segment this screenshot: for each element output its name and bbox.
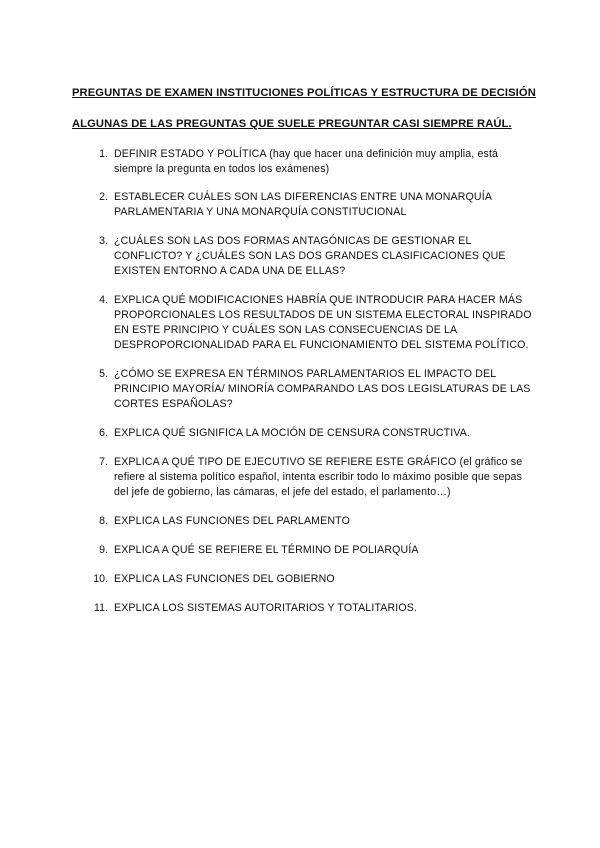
question-number: 1. — [99, 148, 108, 160]
question-number: 11. — [94, 602, 108, 614]
question-item-4 — [86, 293, 536, 353]
question-number: 9. — [99, 544, 108, 556]
question-item-10 — [86, 572, 536, 587]
question-text: EXPLICA LAS FUNCIONES DEL PARLAMENTO — [114, 515, 350, 527]
question-text: ¿CUÁLES SON LAS DOS FORMAS ANTAGÓNICAS DE GESTIONAR EL CONFLICTO? Y ¿CUÁLES SON LAS DOS GRANDES CLASIFICACIONES QUE EXISTEN ENTORNO A CADA UNA DE ELLAS? — [114, 235, 506, 277]
question-item-7 — [86, 455, 536, 500]
question-number: 6. — [99, 427, 108, 439]
question-text: EXPLICA LOS SISTEMAS AUTORITARIOS Y TOTALITARIOS. — [114, 602, 418, 614]
question-number: 7. — [99, 456, 108, 468]
question-item-1 — [86, 147, 536, 177]
question-item-11 — [86, 601, 536, 616]
question-item-5 — [86, 367, 536, 412]
question-text: EXPLICA A QUÉ TIPO DE EJECUTIVO SE REFIERE ESTE GRÁFICO (el gráfico se refiere al sistema político español, intenta escribir todo lo máximo posible que sepas del jefe de gobierno, las cámaras, el jefe del estado, el parlamento…) — [114, 456, 523, 498]
question-number: 4. — [99, 294, 108, 306]
question-item-8 — [86, 514, 536, 529]
question-item-2 — [86, 190, 536, 220]
question-text: ESTABLECER CUÁLES SON LAS DIFERENCIAS ENTRE UNA MONARQUÍA PARLAMENTARIA Y UNA MONARQUÍA CONSTITUCIONAL — [114, 191, 492, 218]
question-list — [86, 147, 536, 616]
question-text: EXPLICA LAS FUNCIONES DEL GOBIERNO — [114, 573, 335, 585]
question-item-9 — [86, 543, 536, 558]
question-text: EXPLICA QUÉ MODIFICACIONES HABRÍA QUE INTRODUCIR PARA HACER MÁS PROPORCIONALES LOS RESULTADOS DE UN SISTEMA ELECTORAL INSPIRADO EN ESTE PRINCIPIO Y CUÁLES SON LAS CONSECUENCIAS DE LA DESPROPORCIONALIDAD PARA EL FUNCIONAMIENTO DEL SISTEMA POLÍTICO. — [114, 294, 532, 351]
question-number: 10. — [93, 573, 108, 585]
question-text: ¿CÓMO SE EXPRESA EN TÉRMINOS PARLAMENTARIOS EL IMPACTO DEL PRINCIPIO MAYORÍA/ MINORÍA COMPARANDO LAS DOS LEGISLATURAS DE LAS CORTES ESPAÑOLAS? — [114, 368, 531, 410]
question-item-3 — [86, 234, 536, 279]
question-number: 3. — [99, 235, 108, 247]
question-item-6 — [86, 426, 536, 441]
question-number: 8. — [99, 515, 108, 527]
question-number: 5. — [99, 368, 108, 380]
document-subtitle: ALGUNAS DE LAS PREGUNTAS QUE SUELE PREGUNTAR CASI SIEMPRE RAÚL. — [72, 118, 512, 130]
question-number: 2. — [99, 191, 108, 203]
document-title: PREGUNTAS DE EXAMEN INSTITUCIONES POLÍTICAS Y ESTRUCTURA DE DECISIÓN — [72, 87, 536, 99]
question-text: EXPLICA A QUÉ SE REFIERE EL TÉRMINO DE POLIARQUÍA — [114, 544, 419, 556]
question-text: DEFINIR ESTADO Y POLÍTICA (hay que hacer una definición muy amplia, está siempre la pregunta en todos los exámenes) — [114, 148, 499, 175]
question-text: EXPLICA QUÉ SIGNIFICA LA MOCIÓN DE CENSURA CONSTRUCTIVA. — [114, 427, 471, 439]
